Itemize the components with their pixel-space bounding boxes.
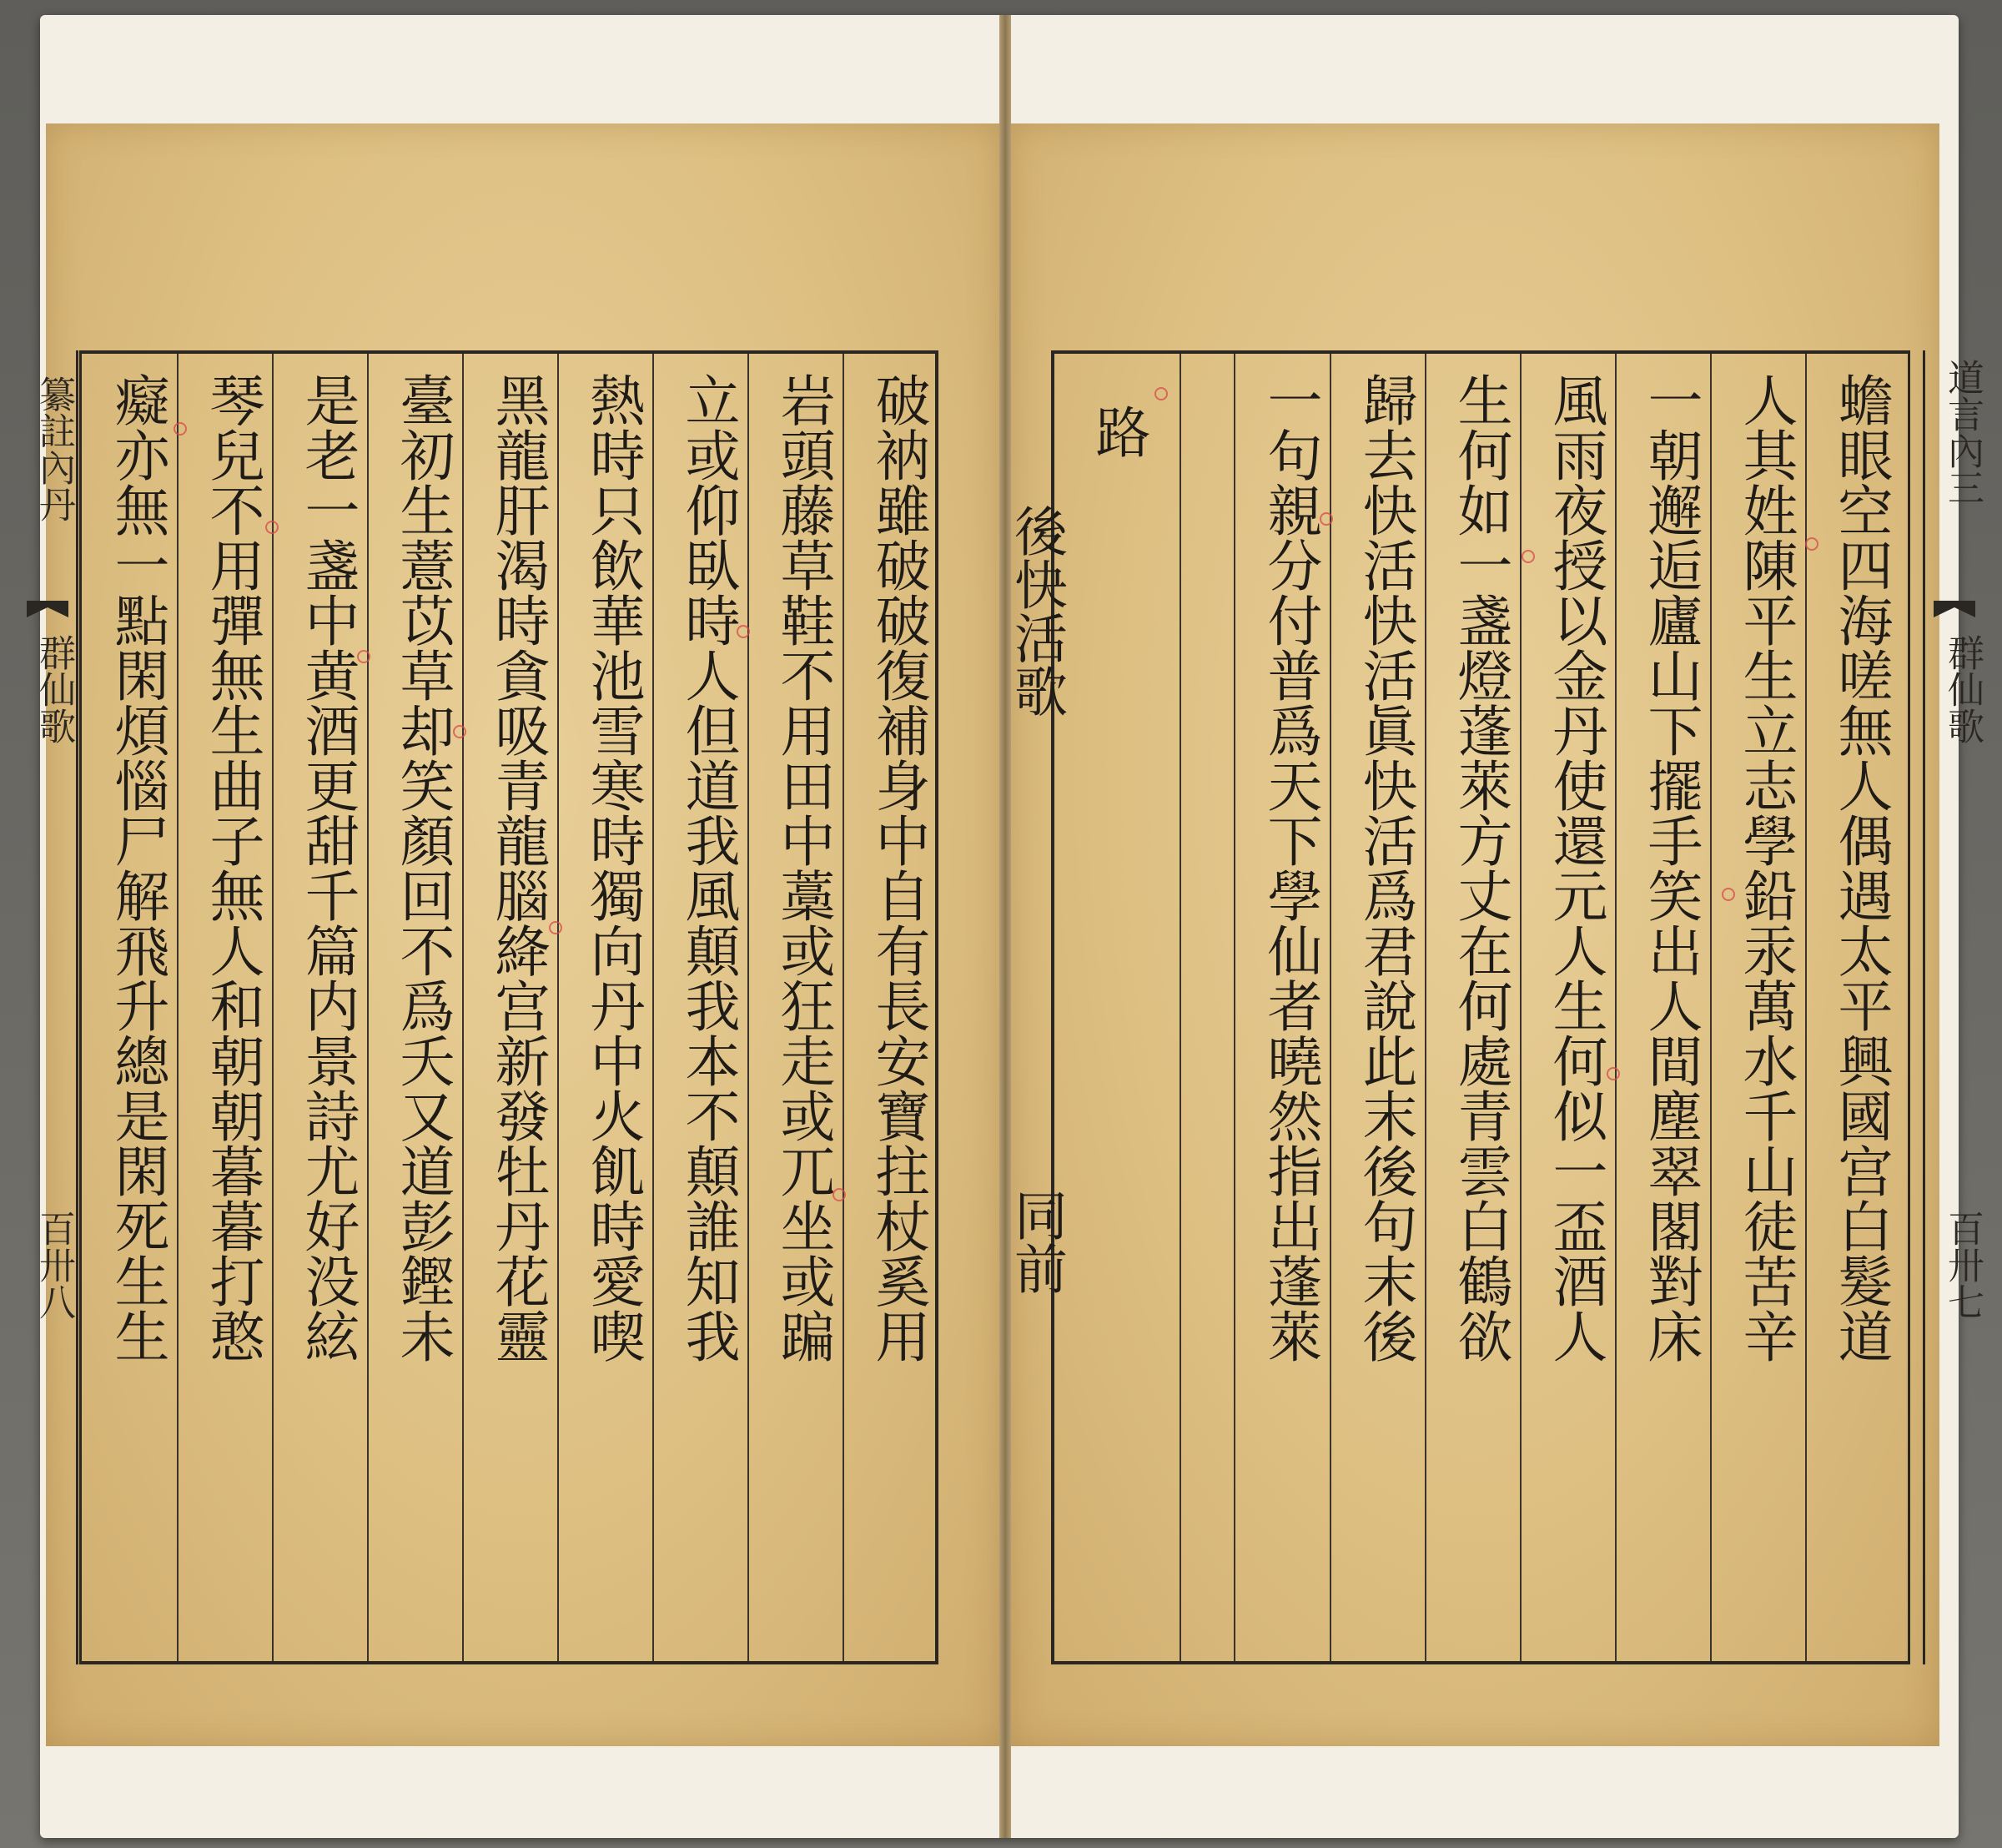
punctuation-mark [265,521,279,534]
right-fishtail-icon [1934,601,1975,617]
punctuation-mark [1722,888,1735,901]
left-banxin [18,350,78,1664]
right-banxin-title: 道言內三 [1941,359,1984,506]
left-column-2: 岩頭藤草鞋不用田中藁或狂走或兀坐或蹁 [771,372,835,1363]
right-column-5: 生何如一盞燈蓬萊方丈在何處青雲白鶴欲 [1448,372,1512,1363]
left-column-6: 臺初生薏苡草却笑顏回不爲夭又道彭鏗未 [390,372,455,1363]
title-box [1054,354,1181,1661]
punctuation-mark [1320,512,1333,526]
poem-title: 後快活歌 [1005,504,1067,718]
right-column-8: 路 [1086,404,1150,459]
left-column-8: 琴兒不用彈無生曲子無人和朝朝暮暮打憨 [200,372,264,1363]
right-banxin [1923,350,1983,1664]
left-fishtail-icon [27,601,68,617]
left-column-5: 黑龍肝渴時貪吸青龍腦絳宫新發牡丹花靈 [485,372,550,1363]
punctuation-mark [1805,537,1818,551]
left-banxin-section: 群仙歌 [33,634,75,744]
left-text-frame [79,350,938,1664]
right-banxin-folio: 百卅七 [1941,1210,1984,1320]
punctuation-mark [453,725,466,738]
right-banxin-section: 群仙歌 [1941,634,1984,744]
left-column-1: 破衲雖破破復補身中自有長安寶拄杖奚用 [866,372,930,1363]
left-banxin-title: 纂註內丹 [33,375,75,522]
left-column-4: 熱時只飲華池雪寒時獨向丹中火飢時愛喫 [581,372,645,1363]
punctuation-mark [1522,550,1535,563]
punctuation-mark [357,650,370,663]
poem-attribution: 同前 [1005,1188,1067,1295]
left-banxin-folio: 百卅八 [33,1210,75,1320]
punctuation-mark [832,1188,846,1201]
left-column-9: 癡亦無一點閑煩惱尸解飛升總是閑死生生 [105,372,169,1363]
right-column-6: 歸去快活快活眞快活爲君說此末後句末後 [1353,372,1417,1363]
right-column-3: 一朝邂逅廬山下擺手笑出人間塵翠閣對床 [1638,372,1703,1363]
punctuation-mark [1154,387,1168,400]
left-column-7: 是老一盞中黄酒更甜千篇内景詩尤好没絃 [295,372,360,1363]
punctuation-mark [174,422,187,436]
left-column-3: 立或仰臥時人但道我風顛我本不顛誰知我 [676,372,740,1363]
punctuation-mark [1607,1067,1620,1080]
right-column-7: 一句親分付普爲天下學仙者曉然指出蓬萊 [1258,372,1322,1363]
punctuation-mark [737,625,750,638]
right-text-frame [1005,350,1910,1664]
right-column-1: 蟾眼空四海嗟無人偶遇太平興國宫白髮道 [1828,372,1893,1363]
right-column-2: 人其姓陳平生立志學鉛汞萬水千山徒苦辛 [1733,372,1798,1363]
punctuation-mark [549,921,562,934]
right-column-4: 風雨夜授以金丹使還元人生何似一盃酒人 [1543,372,1607,1363]
